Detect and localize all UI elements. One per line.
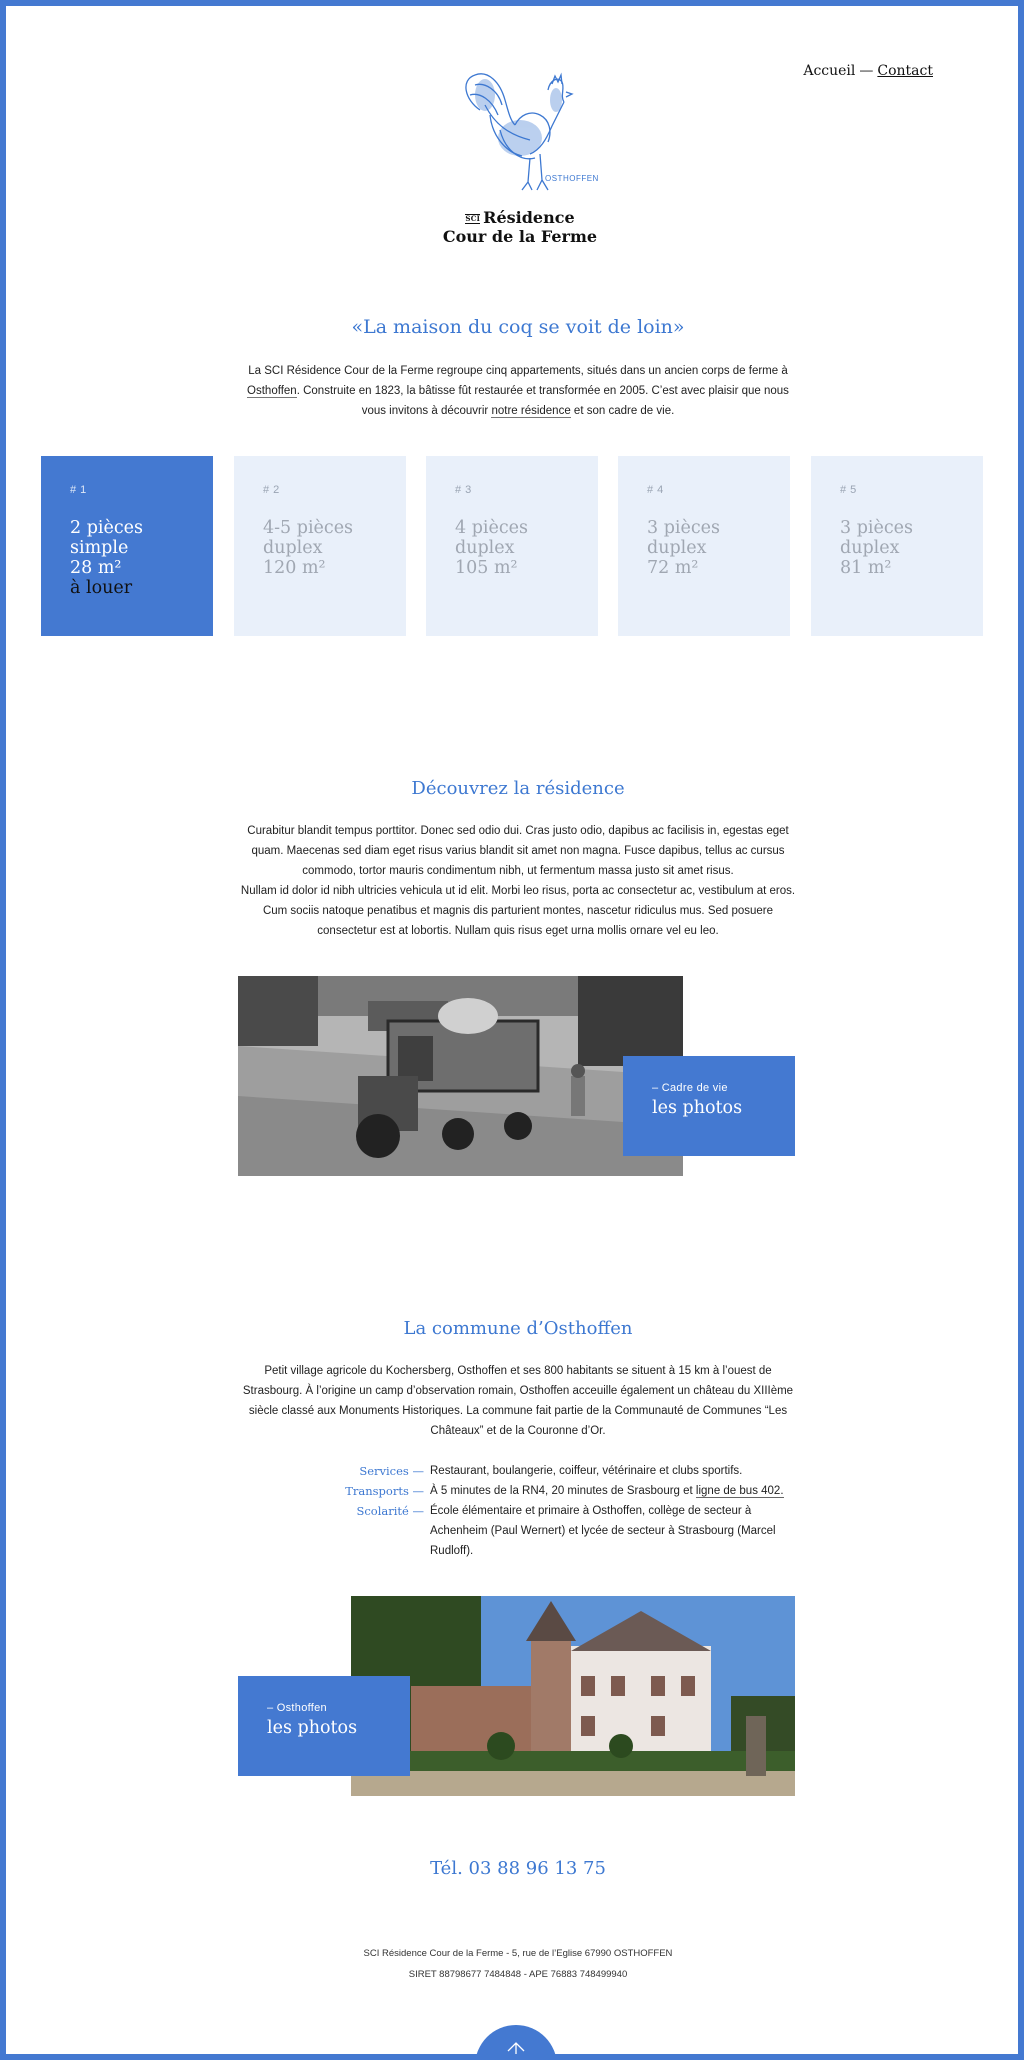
apartment-card-1[interactable]	[41, 456, 213, 636]
apartment-description: 3 pièces duplex 81 m²	[840, 518, 913, 578]
scolarite-label: Scolarité —	[356, 1504, 424, 1518]
logo-brand-name	[440, 208, 600, 246]
apartment-card-2[interactable]	[234, 456, 406, 636]
nav-contact-link[interactable]: Contact	[877, 63, 933, 79]
osthoffen-photo[interactable]	[351, 1596, 795, 1796]
osthoffen-link[interactable]: Osthoffen	[247, 385, 297, 397]
residence-link[interactable]: notre résidence	[491, 405, 571, 417]
photos-label: les photos	[652, 1098, 743, 1118]
scolarite-value: École élémentaire et primaire à Osthoffen, collège de secteur à Achenheim (Paul Wernert) et lycée de secteur à Strasbourg (Marcel Rudloff).	[430, 1505, 776, 1557]
logo-name-line2: Cour de la Ferme	[442, 227, 598, 246]
info-row-scolarite	[234, 1501, 802, 1561]
bus-line-link[interactable]: ligne de bus 402.	[695, 1485, 784, 1497]
footer-address: SCI Résidence Cour de la Ferme - 5, rue de l’Eglise 67990 OSTHOFFEN	[363, 1948, 673, 1959]
logo-name-line1: Résidence	[483, 208, 575, 227]
nav-separator: —	[859, 63, 874, 79]
apartment-description: 4 pièces duplex 105 m²	[455, 518, 528, 578]
logo-sci-tag: SCI	[465, 213, 481, 223]
photos-subtitle: – Cadre de vie	[652, 1082, 728, 1094]
scroll-top-button[interactable]	[475, 2025, 557, 2060]
osthoffen-photos-button[interactable]	[238, 1676, 410, 1776]
top-nav	[803, 62, 933, 79]
apartment-number: # 4	[647, 484, 664, 496]
transports-text: À 5 minutes de la RN4, 20 minutes de Srasbourg et	[430, 1485, 696, 1497]
intro-text-2: . Construite en 1823, la bâtisse fût restaurée et transformée en 2005. C’est avec plaisir que nous vous invitons à découvrir	[296, 385, 789, 417]
discover-paragraph-1: Curabitur blandit tempus porttitor. Donec sed odio dui. Cras justo odio, dapibus ac facilisis in, egestas eget quam. Maecenas sed diam eget risus varius blandit sit amet non magna. Fusce dapibus, tellus ac cursus commodo, tortor mauris condimentum nibh, ut fermentum massa justo sit amet risus.	[247, 825, 789, 877]
residence-photo[interactable]	[238, 976, 683, 1176]
apartment-number: # 2	[263, 484, 280, 496]
apartment-status: à louer	[70, 578, 133, 598]
logo-village-tag: OSTHOFFEN	[545, 174, 599, 183]
apartment-desc-text: 2 pièces simple 28 m²	[70, 518, 143, 578]
discover-text	[234, 821, 802, 941]
apartment-card-5[interactable]	[811, 456, 983, 636]
photos-subtitle: – Osthoffen	[267, 1702, 327, 1714]
info-row-services	[234, 1461, 802, 1481]
apartment-card-3[interactable]	[426, 456, 598, 636]
apartment-card-4[interactable]	[618, 456, 790, 636]
footer-legal: SIRET 88798677 7484848 - APE 76883 748499940	[408, 1969, 628, 1980]
phone-number[interactable]: Tél. 03 88 96 13 75	[430, 1858, 606, 1879]
logo[interactable]	[440, 70, 600, 246]
discover-paragraph-2: Nullam id dolor id nibh ultricies vehicula ut id elit. Morbi leo risus, porta ac consectetur ac, vestibulum at eros. Cum sociis natoque penatibus et magnis dis parturient montes, nascetur ridiculus mus. Sed posuere consectetur est at lobortis. Nullam quis risus eget urna mollis ornare vel eu leo.	[240, 885, 796, 937]
arrow-up-icon	[505, 2040, 527, 2060]
castle-photo-image	[351, 1596, 795, 1796]
apartment-cards	[41, 456, 989, 636]
nav-home-link[interactable]: Accueil	[803, 63, 856, 79]
services-value: Restaurant, boulangerie, coiffeur, vétérinaire et clubs sportifs.	[430, 1465, 743, 1477]
intro-text-1: La SCI Résidence Cour de la Ferme regroupe cinq appartements, situés dans un ancien corps de ferme à	[248, 365, 788, 377]
photos-label: les photos	[267, 1718, 358, 1738]
commune-text: Petit village agricole du Kochersberg, Osthoffen et ses 800 habitants se situent à 15 km à l’ouest de Strasbourg. À l’origine un camp d’observation romain, Osthoffen acceuille également un château du XIIIème siècle classé aux Monuments Historiques. La commune fait partie de la Communauté de Communes “Les Châteaux” et de la Couronne d’Or.	[242, 1365, 794, 1437]
apartment-description: 4-5 pièces duplex 120 m²	[263, 518, 354, 578]
apartment-description: 3 pièces duplex 72 m²	[647, 518, 720, 578]
hero-intro	[234, 361, 802, 421]
footer	[234, 1943, 802, 1985]
apartment-number: # 5	[840, 484, 857, 496]
info-row-transports	[234, 1481, 802, 1501]
commune-title: La commune d’Osthoffen	[403, 1318, 633, 1339]
apartment-description	[70, 518, 213, 598]
hero-quote: «La maison du coq se voit de loin»	[351, 316, 685, 338]
commune-info-list	[234, 1461, 802, 1561]
residence-photos-button[interactable]	[623, 1056, 795, 1156]
services-label: Services —	[359, 1464, 424, 1478]
transports-value	[430, 1481, 802, 1501]
tractor-photo-image	[238, 976, 683, 1176]
discover-title: Découvrez la résidence	[411, 778, 625, 799]
apartment-number: # 1	[70, 484, 87, 496]
transports-label: Transports —	[345, 1484, 424, 1498]
intro-text-3: et son cadre de vie.	[570, 405, 675, 417]
apartment-number: # 3	[455, 484, 472, 496]
